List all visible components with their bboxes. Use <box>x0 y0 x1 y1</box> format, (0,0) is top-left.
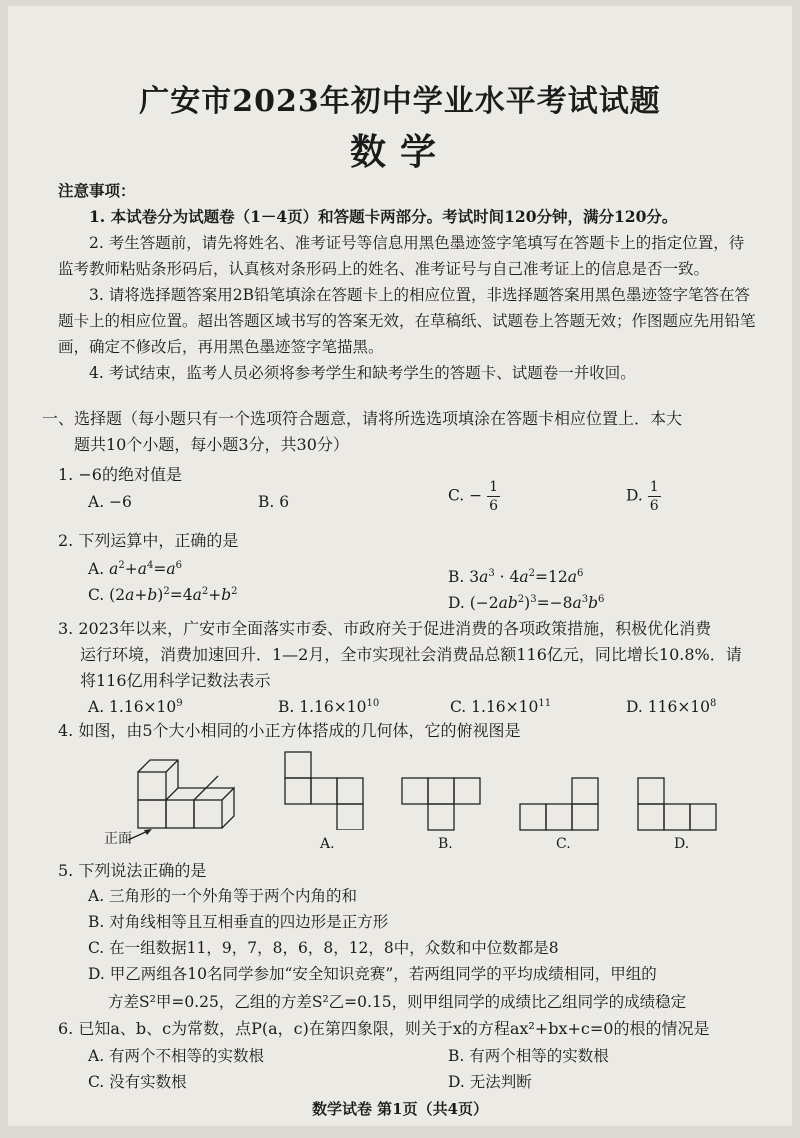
q3-option-a: A. $1.16\times 10^9$ <box>88 698 183 717</box>
notice-heading: 注意事项： <box>58 181 136 200</box>
q6-option-b: B. 有两个相等的实数根 <box>448 1047 609 1065</box>
exam-subject: 数学 <box>349 131 450 173</box>
q5-stem: 5. 下列说法正确的是 <box>58 861 207 880</box>
section-heading-line1: 一、选择题（每小题只有一个选项符合题意，请将所选选项填涂在答题卡相应位置上．本大 <box>42 409 683 428</box>
notice-item-2: 2. 考生答题前，请先将姓名、准考证号等信息用黑色墨迹签字笔填写在答题卡上的指定位置，待监考教师粘贴条形码后，认真核对条形码上的姓名、准考证号与自己准考证上的信息是否一致。 <box>58 234 745 278</box>
q1-option-c <box>448 478 500 515</box>
q4-label-d: D. <box>674 836 690 852</box>
q4-label-a: A. <box>320 836 335 852</box>
notice-item-3: 3. 请将选择题答案用2B铅笔填涂在答题卡上的相应位置，非选择题答案用黑色墨迹签字笔答在答题卡上的相应位置。超出答题区域书写的答案无效，在草稿纸、试题卷上答题无效；作图题应先用铅笔画，确定不修改后，再用黑色墨迹签字笔描黑。 <box>58 286 756 356</box>
q4-option-a-figure <box>283 750 373 830</box>
q6-option-c: C. 没有实数根 <box>88 1073 187 1091</box>
q5-option-d-line2: 方差S²甲=0.25，乙组的方差S²乙=0.15，则甲组同学的成绩比乙组同学的成绩稳定 <box>108 993 687 1011</box>
q1-option-c-fraction: $\frac{1}{6}$ <box>489 479 499 514</box>
q4-front-label: 正面 <box>104 831 132 847</box>
q6-option-d: D. 无法判断 <box>448 1073 532 1091</box>
q4-option-c-figure <box>518 776 608 832</box>
q6-stem: 6. 已知a、b、c为常数，点P(a，c)在第四象限，则关于x的方程ax²+bx+c=0的根的情况是 <box>58 1019 710 1038</box>
q1-option-d-label: D. <box>626 486 643 505</box>
q3-option-c: C. $1.16\times 10^{11}$ <box>450 698 552 717</box>
exam-title: 广安市2023年初中学业水平考试试题 <box>139 84 661 119</box>
q2-option-b: B. $3a^3 \cdot 4a^2=12a^6$ <box>448 568 584 587</box>
q4-option-d-figure <box>636 776 726 832</box>
section-heading-line2: 题共10个小题，每小题3分，共30分） <box>74 435 349 454</box>
q1-option-a: A. −6 <box>88 493 132 511</box>
q3-line2: 运行环境，消费加速回升．1—2月，全市实现社会消费品总额116亿元，同比增长10.8%．请 <box>80 645 742 664</box>
q3-line3: 将116亿用科学记数法表示 <box>80 671 271 690</box>
q1-stem: 1. −6的绝对值是 <box>58 465 182 484</box>
q1-option-d-fraction: $\frac{1}{6}$ <box>649 479 659 514</box>
q5-option-b: B. 对角线相等且互相垂直的四边形是正方形 <box>88 913 389 931</box>
q4-label-c: C. <box>556 836 571 852</box>
notice-item-1: 1. 本试卷分为试题卷（1－4页）和答题卡两部分。考试时间120分钟，满分120分。 <box>89 207 678 226</box>
q1-option-d <box>626 478 661 515</box>
page-footer: 数学试卷 第1页（共4页） <box>311 1100 489 1118</box>
q1-option-b: B. 6 <box>258 493 290 511</box>
q4-option-b-figure <box>400 776 490 832</box>
q2-option-a: A. $a^2+a^4=a^6$ <box>88 560 182 579</box>
q6-option-a: A. 有两个不相等的实数根 <box>88 1047 265 1065</box>
q2-option-d: D. $(-2ab^2)^3=-8a^3b^6$ <box>448 594 605 613</box>
q4-label-b: B. <box>438 836 453 852</box>
q1-option-c-label: C. − <box>448 486 483 505</box>
q3-option-d: D. $116\times 10^8$ <box>626 698 717 717</box>
q5-option-c: C. 在一组数据11，9，7，8，6，8，12，8中，众数和中位数都是8 <box>88 939 559 957</box>
q2-option-c: C. $(2a+b)^2=4a^2+b^2$ <box>88 586 238 605</box>
q3-stem <box>58 616 758 694</box>
q3-line1: 3. 2023年以来，广安市全面落实市委、市政府关于促进消费的各项政策措施，积极优化消费 <box>58 619 712 638</box>
notice-block <box>58 178 758 386</box>
q5-option-a: A. 三角形的一个外角等于两个内角的和 <box>88 887 358 905</box>
notice-item-4: 4. 考试结束，监考人员必须将参考学生和缺考学生的答题卡、试题卷一并收回。 <box>89 364 636 382</box>
exam-page <box>8 6 792 1126</box>
q5-option-d-line1: D. 甲乙两组各10名同学参加“安全知识竞赛”，若两组同学的平均成绩相同，甲组的 <box>88 965 657 983</box>
section-heading <box>42 406 758 458</box>
q3-option-b: B. $1.16\times 10^{10}$ <box>278 698 380 717</box>
q2-stem: 2. 下列运算中，正确的是 <box>58 531 239 550</box>
q4-stem: 4. 如图，由5个大小相同的小正方体搭成的几何体，它的俯视图是 <box>58 721 521 740</box>
